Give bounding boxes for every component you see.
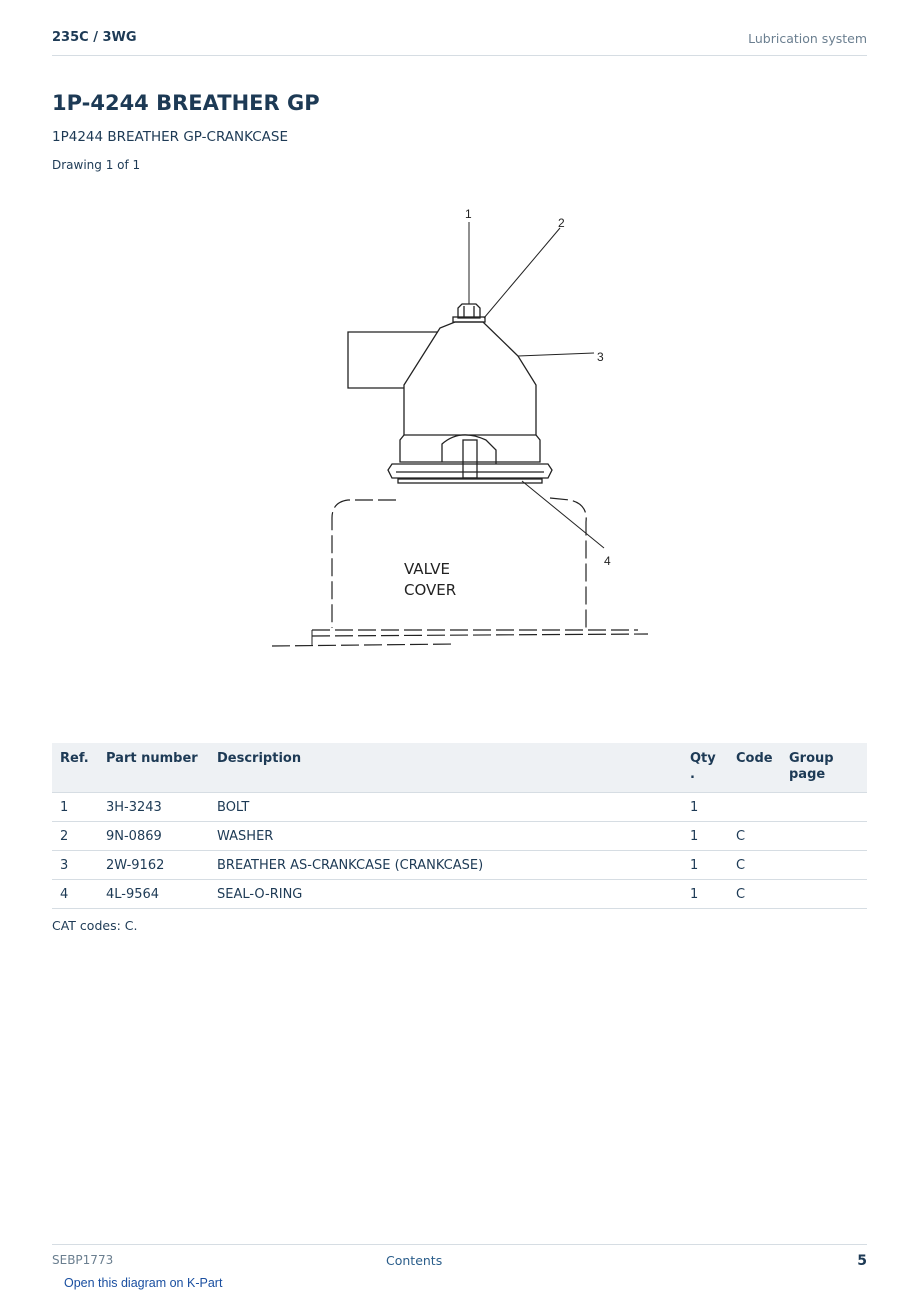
col-group-page: Group page [781,743,867,793]
col-part-number: Part number [98,743,209,793]
table-row [52,880,867,909]
row-group-page [781,822,867,851]
row-code: C [728,880,781,909]
col-qty: Qty . [682,743,728,793]
parts-diagram [260,200,660,700]
bolt-head [458,304,480,318]
row-qty: 1 [682,851,728,880]
seal-o-ring [398,479,542,483]
row-ref: 1 [52,793,98,822]
row-code [728,793,781,822]
valve-label: VALVE [404,560,451,578]
breather-drawing [260,200,660,700]
row-qty: 1 [682,793,728,822]
valve-cover [272,498,648,646]
callout-1: 1 [465,207,472,221]
row-qty: 1 [682,822,728,851]
table-row [52,851,867,880]
parts-table [52,743,867,909]
callout-3: 3 [597,350,604,364]
contents-link[interactable]: Contents [386,1253,443,1268]
cover-label: COVER [404,581,457,599]
flange [388,464,552,478]
table-header-row [52,743,867,793]
table-row [52,822,867,851]
document-id: SEBP1773 [52,1253,114,1267]
model-label: 235C / 3WG [52,30,137,45]
row-ref: 2 [52,822,98,851]
page-footer [52,1244,867,1269]
callout-2: 2 [558,216,565,230]
side-boss [348,332,438,388]
row-description: BOLT [209,793,682,822]
page-subtitle: 1P4244 BREATHER GP-CRANKCASE [52,129,288,145]
row-code: C [728,822,781,851]
cat-codes-note: CAT codes: C. [52,918,138,933]
row-part-number: 2W-9162 [98,851,209,880]
row-group-page [781,851,867,880]
section-label: Lubrication system [748,31,867,46]
row-group-page [781,880,867,909]
page-number: 5 [857,1253,867,1269]
row-qty: 1 [682,880,728,909]
row-part-number: 9N-0869 [98,822,209,851]
col-ref: Ref. [52,743,98,793]
row-code: C [728,851,781,880]
row-ref: 3 [52,851,98,880]
col-code: Code [728,743,781,793]
page-title: 1P-4244 BREATHER GP [52,91,320,115]
col-description: Description [209,743,682,793]
page-header [52,28,867,56]
row-description: SEAL-O-RING [209,880,682,909]
kpart-diagram-link[interactable]: Open this diagram on K-Part [64,1276,223,1290]
row-description: BREATHER AS-CRANKCASE (CRANKCASE) [209,851,682,880]
breather-body [404,322,536,435]
row-part-number: 4L-9564 [98,880,209,909]
callout-4: 4 [604,554,611,568]
table-row [52,793,867,822]
row-part-number: 3H-3243 [98,793,209,822]
drawing-count: Drawing 1 of 1 [52,158,141,172]
row-ref: 4 [52,880,98,909]
row-description: WASHER [209,822,682,851]
row-group-page [781,793,867,822]
